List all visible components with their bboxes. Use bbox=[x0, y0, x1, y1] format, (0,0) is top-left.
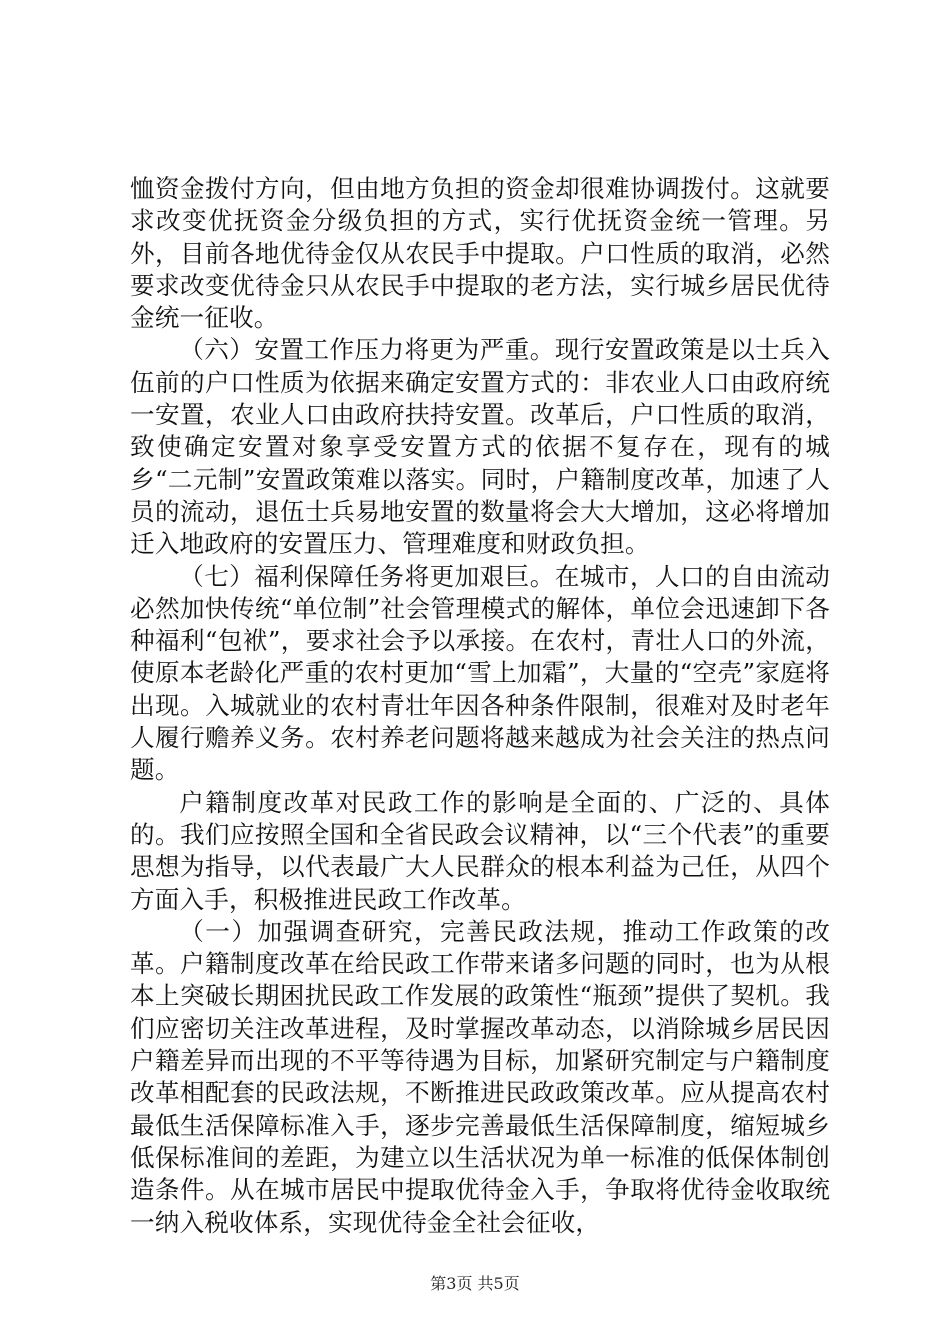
document-body bbox=[130, 173, 830, 1239]
paragraph-summary: 户籍制度改革对民政工作的影响是全面的、广泛的、具体的。我们应按照全国和全省民政会议精神，以“三个代表”的重要思想为指导，以代表最广大人民群众的根本利益为己任，从四个方面入手，积极推进民政工作改革。 bbox=[130, 787, 830, 914]
paragraph-item-6: （六）安置工作压力将更为严重。现行安置政策是以士兵入伍前的户口性质为依据来确定安置方式的：非农业人口由政府统一安置，农业人口由政府扶持安置。改革后，户口性质的取消，致使确定安置对象享受安置方式的依据不复存在，现有的城乡“二元制”安置政策难以落实。同时，户籍制度改革，加速了人员的流动，退伍士兵易地安置的数量将会大大增加，这必将增加迁入地政府的安置压力、管理难度和财政负担。 bbox=[130, 335, 830, 559]
paragraph-measure-1: （一）加强调查研究，完善民政法规，推动工作政策的改革。户籍制度改革在给民政工作带来诸多问题的同时，也为从根本上突破长期困扰民政工作发展的政策性“瓶颈”提供了契机。我们应密切关注改革进程，及时掌握改革动态，以消除城乡居民因户籍差异而出现的不平等待遇为目标，加紧研究制定与户籍制度改革相配套的民政法规，不断推进民政政策改革。应从提高农村最低生活保障标准入手，逐步完善最低生活保障制度，缩短城乡低保标准间的差距，为建立以生活状况为单一标准的低保体制创造条件。从在城市居民中提取优待金入手，争取将优待金收取统一纳入税收体系，实现优待金全社会征收， bbox=[130, 916, 830, 1237]
paragraph-continuation: 恤资金拨付方向，但由地方负担的资金却很难协调拨付。这就要求改变优抚资金分级负担的方式，实行优抚资金统一管理。另外，目前各地优待金仅从农民手中提取。户口性质的取消，必然要求改变优待金只从农民手中提取的老方法，实行城乡居民优待金统一征收。 bbox=[130, 174, 830, 333]
page-number-footer: 第3页 共5页 bbox=[430, 1274, 520, 1293]
paragraph-item-7: （七）福利保障任务将更加艰巨。在城市，人口的自由流动必然加快传统“单位制”社会管理模式的解体，单位会迅速卸下各种福利“包袱”，要求社会予以承接。在农村，青壮人口的外流，使原本老龄化严重的农村更加“雪上加霜”，大量的“空壳”家庭将出现。入城就业的农村青壮年因各种条件限制，很难对及时老年人履行赡养义务。农村养老问题将越来越成为社会关注的热点问题。 bbox=[130, 561, 830, 785]
